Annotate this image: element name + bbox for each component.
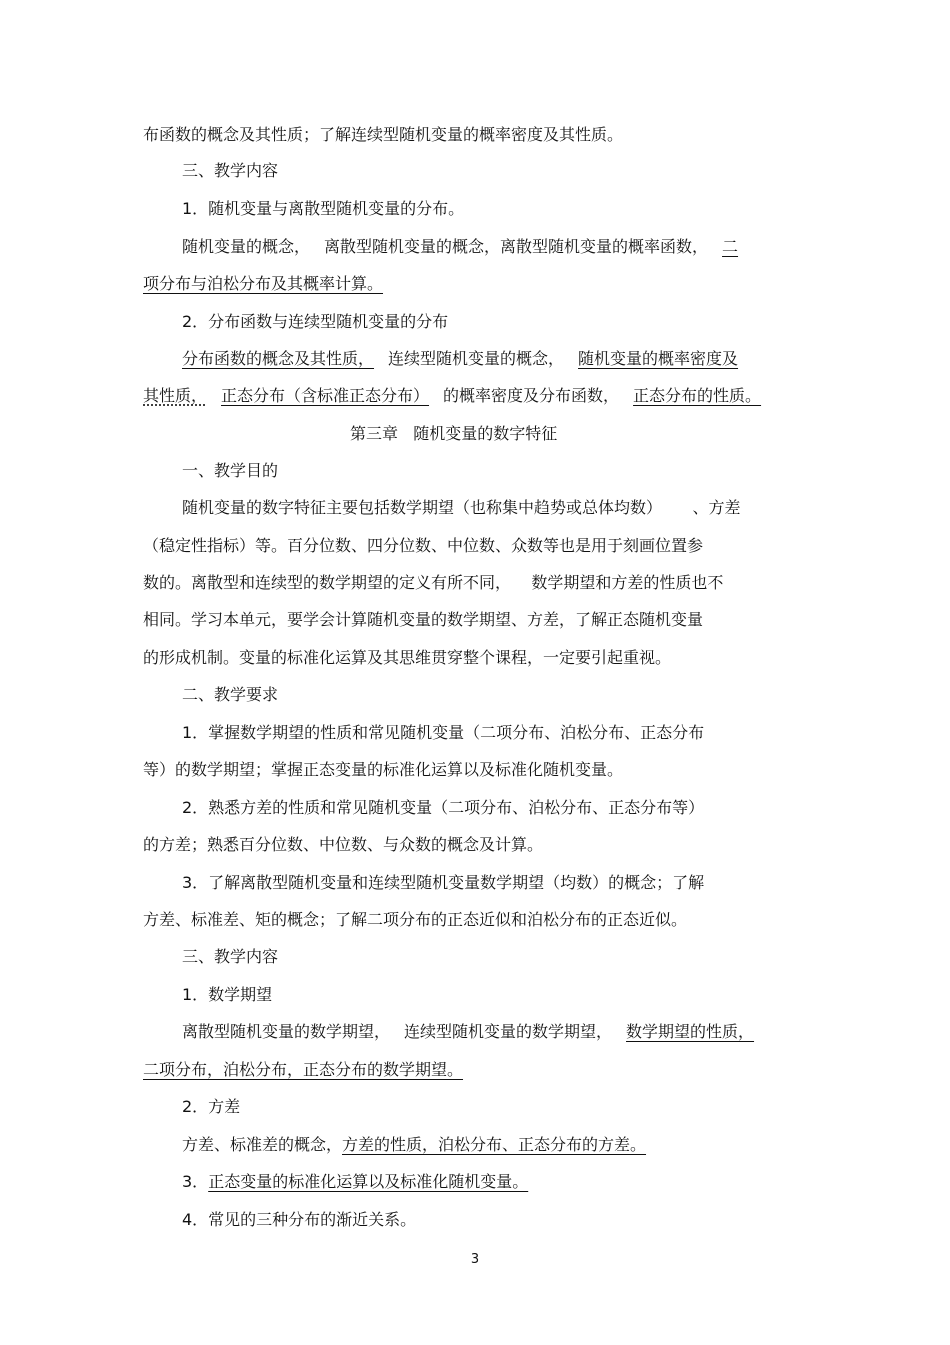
- text-line: 数的。离散型和连续型的数学期望的定义有所不同， 数学期望和方差的性质也不: [143, 573, 724, 592]
- list-item: 2．分布函数与连续型随机变量的分布: [182, 312, 449, 331]
- underlined-text: 正态变量的标准化运算以及标准化随机变量。: [208, 1172, 529, 1191]
- text-line: [143, 273, 813, 295]
- underlined-text: 正态分布（含标准正态分布）: [221, 386, 430, 405]
- text-line: 等）的数学期望；掌握正态变量的标准化运算以及标准化随机变量。: [143, 760, 624, 779]
- chapter-title: 第三章 随机变量的数字特征: [350, 424, 558, 443]
- underlined-text: 方差的性质，泊松分布、正态分布的方差。: [342, 1135, 647, 1154]
- list-item: 1．掌握数学期望的性质和常见随机变量（二项分布、泊松分布、正态分布: [182, 723, 705, 742]
- underlined-text: 项分布与泊松分布及其概率计算。: [143, 274, 384, 293]
- text-line: 的形成机制。变量的标准化运算及其思维贯穿整个课程，一定要引起重视。: [143, 648, 672, 667]
- text-segment: 离散型随机变量的概念，离散型随机变量的概率函数，: [324, 237, 709, 256]
- text-line: [182, 1021, 813, 1043]
- text-line: 相同。学习本单元，要学会计算随机变量的数学期望、方差，了解正态随机变量: [143, 610, 704, 629]
- section-heading: 二、教学要求: [182, 685, 279, 704]
- list-item: 2．方差: [182, 1097, 241, 1116]
- text-segment: 离散型随机变量的数学期望，: [182, 1022, 391, 1041]
- list-item: 1．随机变量与离散型随机变量的分布。: [182, 199, 465, 218]
- text-segment: 连续型随机变量的数学期望，: [404, 1022, 613, 1041]
- text-line: [182, 348, 813, 370]
- underlined-text: 正态分布的性质。: [633, 386, 762, 405]
- list-item: [182, 1171, 813, 1193]
- section-heading: 一、教学目的: [182, 461, 279, 480]
- underlined-text: 随机变量的概率密度及: [578, 349, 739, 368]
- text-segment: 方差、标准差的概念，: [182, 1135, 343, 1154]
- section-heading: 三、教学内容: [182, 947, 279, 966]
- list-item: 4．常见的三种分布的渐近关系。: [182, 1210, 417, 1229]
- underlined-text: 二: [722, 237, 739, 256]
- text-line: [182, 1134, 813, 1156]
- text-line: [143, 385, 813, 407]
- list-item: 2．熟悉方差的性质和常见随机变量（二项分布、泊松分布、正态分布等）: [182, 798, 705, 817]
- section-heading: 三、教学内容: [182, 161, 279, 180]
- list-item: 3．了解离散型随机变量和连续型随机变量数学期望（均数）的概念；了解: [182, 873, 705, 892]
- text-line: [143, 1059, 813, 1081]
- page-number: 3: [470, 1252, 480, 1267]
- text-line: 布函数的概念及其性质；了解连续型随机变量的概率密度及其性质。: [143, 125, 624, 144]
- underlined-text: 其性质，: [143, 386, 208, 405]
- text-segment: 3．: [182, 1172, 209, 1191]
- text-line: [182, 236, 813, 258]
- text-line: （稳定性指标）等。百分位数、四分位数、中位数、众数等也是用于刻画位置参: [143, 536, 704, 555]
- underlined-text: 数学期望的性质，: [626, 1022, 755, 1041]
- text-line: 的方差；熟悉百分位数、中位数、与众数的概念及计算。: [143, 835, 544, 854]
- text-line: 随机变量的数字特征主要包括数学期望（也称集中趋势或总体均数） 、方差: [182, 498, 741, 517]
- text-line: 方差、标准差、矩的概念；了解二项分布的正态近似和泊松分布的正态近似。: [143, 910, 688, 929]
- underlined-text: 二项分布，泊松分布，正态分布的数学期望。: [143, 1060, 464, 1079]
- list-item: 1．数学期望: [182, 985, 273, 1004]
- text-segment: 连续型随机变量的概念，: [388, 349, 565, 368]
- underlined-text: 分布函数的概念及其性质，: [182, 349, 375, 368]
- text-segment: 的概率密度及分布函数，: [443, 386, 620, 405]
- text-segment: 随机变量的概念，: [182, 237, 311, 256]
